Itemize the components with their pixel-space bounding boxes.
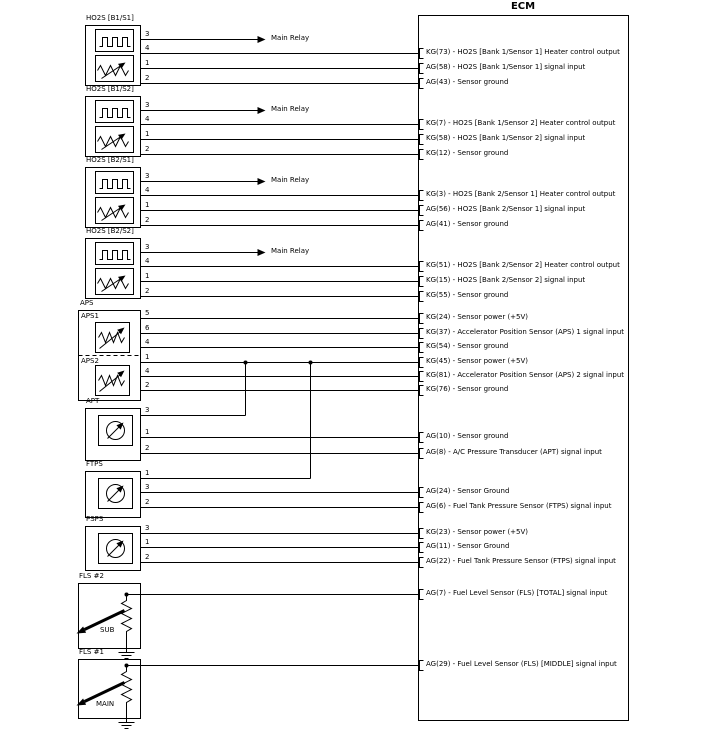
ecm-pin-label: KG(15) - HO2S [Bank 2/Sensor 2] signal input (426, 276, 586, 284)
pin-number: 4 (145, 257, 150, 265)
pin-number: 1 (145, 428, 150, 436)
pin-number: 1 (145, 272, 150, 280)
relay-arrow-icon (258, 36, 266, 43)
ground-icon (119, 723, 135, 729)
apt-symbol (99, 416, 133, 446)
pin-number: 4 (145, 115, 150, 123)
main-relay-label: Main Relay (271, 247, 310, 255)
ecm-pin-label: AG(11) - Sensor Ground (426, 542, 510, 550)
aps2-symbol (96, 366, 130, 396)
fls1-main-label: MAIN (96, 700, 115, 708)
ecm-pin-label: AG(7) - Fuel Level Sensor (FLS) [TOTAL] signal input (426, 589, 608, 597)
pin-number: 3 (145, 243, 150, 251)
ecm-pin-label: KG(81) - Accelerator Position Sensor (APS) 2 signal input (426, 371, 625, 379)
main-relay-label: Main Relay (271, 176, 310, 184)
ecm-pin-label: AG(8) - A/C Pressure Transducer (APT) signal input (426, 448, 602, 456)
sensor-label-psps: PSPS (86, 515, 104, 523)
pin-number: 2 (145, 381, 150, 389)
pin-number: 1 (145, 353, 150, 361)
relay-arrow-icon (258, 249, 266, 256)
pin-number: 4 (145, 338, 150, 346)
junction-dot (244, 361, 248, 365)
ho2s-b1s1-wires (141, 36, 424, 89)
pin-number: 1 (145, 130, 150, 138)
ecm-pin-label: AG(22) - Fuel Tank Pressure Sensor (FTPS) signal input (426, 557, 616, 565)
junction-dot (309, 361, 313, 365)
pin-number: 4 (145, 186, 150, 194)
pin-number: 4 (145, 367, 150, 375)
sensor-label-fls2: FLS #2 (79, 572, 104, 580)
sensor-label-apt: APT (86, 397, 100, 405)
ecm-pin-label: AG(58) - HO2S [Bank 1/Sensor 1] signal input (426, 63, 586, 71)
pin-number: 2 (145, 553, 150, 561)
main-relay-label: Main Relay (271, 34, 310, 42)
ecm-pin-label: KG(24) - Sensor power (+5V) (426, 313, 529, 321)
ecm-pin-label: KG(3) - HO2S [Bank 2/Sensor 1] Heater control output (426, 190, 616, 198)
pin-number: 3 (145, 524, 150, 532)
pin-number: 2 (145, 444, 150, 452)
ecm-pin-label: KG(76) - Sensor ground (426, 385, 509, 393)
ho2s-b2s2-wires (141, 249, 424, 302)
aps1-symbol (96, 323, 130, 353)
sensor-label-ho2s-b1s2: HO2S [B1/S2] (86, 85, 134, 93)
pin-number: 6 (145, 324, 150, 332)
ho2s-b2s2-symbol (96, 243, 134, 295)
pin-number: 1 (145, 538, 150, 546)
pin-number: 1 (145, 59, 150, 67)
ecm-pin-label: KG(54) - Sensor ground (426, 342, 509, 350)
fls1-resistor (122, 666, 132, 723)
ftps-wires (141, 479, 424, 513)
ecm-pin-label: KG(58) - HO2S [Bank 1/Sensor 2] signal input (426, 134, 586, 142)
pin-number: 2 (145, 498, 150, 506)
ecm-pin-label: KG(23) - Sensor power (+5V) (426, 528, 529, 536)
pin-number: 1 (145, 469, 150, 477)
pin-number: 4 (145, 44, 150, 52)
pin-number: 3 (145, 30, 150, 38)
component-boxes (79, 26, 141, 719)
relay-arrow-icon (258, 107, 266, 114)
sensor-label-ho2s-b2s1: HO2S [B2/S1] (86, 156, 134, 164)
sensor-label-aps2: APS2 (81, 357, 99, 365)
sensor-label-aps1: APS1 (81, 312, 99, 320)
ecm-pin-label: KG(12) - Sensor ground (426, 149, 509, 157)
pin-number: 3 (145, 406, 150, 414)
ecm-pin-label: AG(24) - Sensor Ground (426, 487, 510, 495)
ecm-pin-label: KG(55) - Sensor ground (426, 291, 509, 299)
ecm-pin-label: AG(6) - Fuel Tank Pressure Sensor (FTPS) signal input (426, 502, 612, 510)
fls2-resistor (122, 595, 132, 653)
psps-symbol (99, 534, 133, 564)
sensor-label-ho2s-b1s1: HO2S [B1/S1] (86, 14, 134, 22)
fls2-sub-label: SUB (100, 626, 115, 634)
sensor-label-fls1: FLS #1 (79, 648, 104, 656)
pin-number: 5 (145, 309, 150, 317)
pin-number: 3 (145, 172, 150, 180)
ecm-pin-label: KG(45) - Sensor power (+5V) (426, 357, 529, 365)
ecm-pin-label: AG(41) - Sensor ground (426, 220, 509, 228)
pin-number: 2 (145, 74, 150, 82)
ecm-pin-label: KG(73) - HO2S [Bank 1/Sensor 1] Heater control output (426, 48, 620, 56)
pin-number: 2 (145, 287, 150, 295)
pin-number: 3 (145, 483, 150, 491)
ecm-pin-label: AG(10) - Sensor ground (426, 432, 509, 440)
ground-icon (119, 653, 135, 659)
ecm-pin-label: KG(51) - HO2S [Bank 2/Sensor 2] Heater control output (426, 261, 620, 269)
component-symbols (96, 30, 134, 564)
pin-number: 2 (145, 216, 150, 224)
psps-wires (141, 529, 424, 568)
ecm-pin-label: AG(43) - Sensor ground (426, 78, 509, 86)
ho2s-b1s2-symbol (96, 101, 134, 153)
sensor-label-ftps: FTPS (86, 460, 103, 468)
ecm-pin-label: KG(37) - Accelerator Position Sensor (APS) 1 signal input (426, 328, 625, 336)
sensor-label-aps: APS (80, 299, 94, 307)
ho2s-b1s2-wires (141, 107, 424, 160)
relay-arrow-icon (258, 178, 266, 185)
ecm-pin-label: AG(29) - Fuel Level Sensor (FLS) [MIDDLE] signal input (426, 660, 617, 668)
ecm-pin-label: KG(7) - HO2S [Bank 1/Sensor 2] Heater control output (426, 119, 616, 127)
pin-number: 1 (145, 201, 150, 209)
ecm-pin-label: AG(56) - HO2S [Bank 2/Sensor 1] signal input (426, 205, 586, 213)
main-relay-label: Main Relay (271, 105, 310, 113)
pin-number: 3 (145, 101, 150, 109)
sensor-label-ho2s-b2s2: HO2S [B2/S2] (86, 227, 134, 235)
ho2s-b1s1-symbol (96, 30, 134, 82)
pin-number: 2 (145, 145, 150, 153)
ecm-title: ECM (510, 1, 536, 12)
ftps-symbol (99, 479, 133, 509)
ho2s-b2s1-symbol (96, 172, 134, 224)
apt-wires (141, 416, 424, 459)
ho2s-b2s1-wires (141, 178, 424, 231)
